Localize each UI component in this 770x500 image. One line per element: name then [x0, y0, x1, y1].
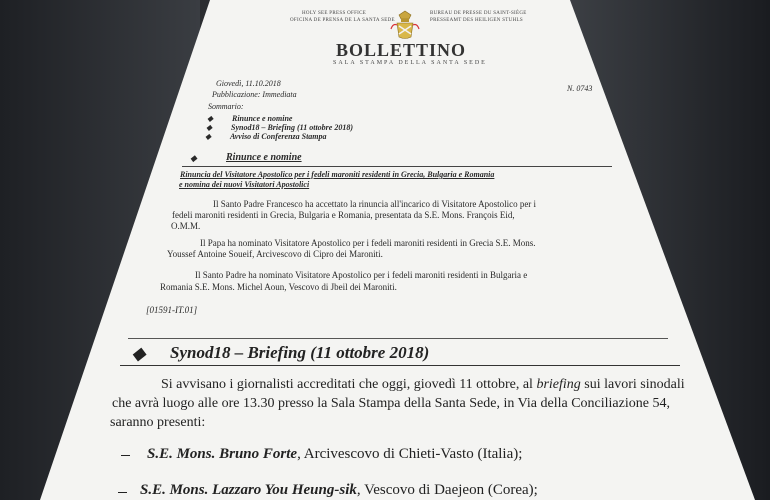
list-dash-2: [118, 492, 127, 493]
bulletin-number: N. 0743: [567, 84, 593, 93]
section1-para1-line1: Il Santo Padre Francesco ha accettato la rinuncia all'incarico di Visitatore Apostolico per i: [213, 199, 537, 209]
person-name-1: S.E. Mons. Bruno Forte: [147, 446, 298, 462]
person-role-1: , Arcivescovo di Chieti-Vasto (Italia);: [297, 446, 523, 462]
bulletin-subtitle: SALA STAMPA DELLA SANTA SEDE: [333, 60, 487, 66]
header-right-line2: PRESSEAMT DES HEILIGEN STUHLS: [430, 18, 523, 23]
summary-bullet-2: ◆: [206, 123, 213, 132]
section1-divider: [182, 166, 612, 167]
header-left-line1: HOLY SEE PRESS OFFICE: [302, 11, 367, 16]
bulletin-title: BOLLETTINO: [336, 40, 467, 60]
summary-bullet-3: ◆: [205, 132, 212, 141]
section1-title: Rinunce e nomine: [226, 152, 302, 163]
section2-para1-line1: Si avvisano i giornalisti accreditati che oggi, giovedì 11 ottobre, al briefing sui lavori sinodali: [161, 377, 685, 392]
header-right-line1: BUREAU DE PRESSE DU SAINT-SIÈGE: [430, 11, 527, 16]
section1-para3-line1: Il Santo Padre ha nominato Visitatore Apostolico per i fedeli maroniti residenti in Bulgaria e: [195, 270, 528, 280]
section1-code: [01591-IT.01]: [146, 305, 198, 315]
section2-para1-line3: saranno presenti:: [110, 415, 206, 430]
summary-item-3: Avviso di Conferenza Stampa: [230, 132, 327, 141]
header-left-line2: OFICINA DE PRENSA DE LA SANTA SEDE: [290, 18, 395, 23]
section1-subtitle-line1: Rinuncia del Visitatore Apostolico per i fedeli maroniti residenti in Grecia, Bulgaria e Romania: [180, 170, 495, 179]
section1-subtitle-line2: e nomina dei nuovi Visitatori Apostolici: [179, 180, 310, 189]
section1-para2-line1: Il Papa ha nominato Visitatore Apostolico per i fedeli maroniti residenti in Grecia S.E. Mons.: [200, 238, 536, 248]
vatican-crest-icon: [387, 9, 423, 41]
summary-bullet-1: ◆: [207, 114, 214, 123]
document-date: Giovedì, 11.10.2018: [216, 79, 281, 88]
summary-item-1: Rinunce e nomine: [232, 114, 293, 123]
section2-divider: [128, 338, 668, 339]
person-item-2: [140, 482, 538, 499]
section1-para3-line2: Romania S.E. Mons. Michel Aoun, Vescovo di Jbeil dei Maroniti.: [160, 282, 397, 292]
section2-bullet: ◆: [132, 344, 146, 363]
list-dash-1: [121, 455, 130, 456]
summary-item-2: Synod18 – Briefing (11 ottobre 2018): [231, 123, 354, 132]
section2-title: Synod18 – Briefing (11 ottobre 2018): [170, 343, 430, 362]
person-role-2: , Vescovo di Daejeon (Corea);: [356, 482, 538, 498]
publication-status: Pubblicazione: Immediata: [212, 90, 297, 99]
section1-para1-line2: fedeli maroniti residenti in Grecia, Bulgaria e Romania, presentata da S.E. Mons. François Eid,: [172, 210, 515, 220]
person-item-1: [147, 446, 522, 463]
section1-para2-line2: Youssef Antoine Soueif, Arcivescovo di Cipro dei Maroniti.: [167, 249, 383, 259]
section2-underline: [120, 365, 680, 366]
section1-bullet: ◆: [190, 153, 197, 163]
summary-label: Sommario:: [208, 102, 244, 111]
section1-para1-line3: O.M.M.: [171, 221, 201, 231]
section2-para1-line2: che avrà luogo alle ore 13.30 presso la Sala Stampa della Santa Sede, in Via della Conciliazione 54,: [112, 396, 670, 411]
person-name-2: S.E. Mons. Lazzaro You Heung-sik: [140, 482, 357, 498]
